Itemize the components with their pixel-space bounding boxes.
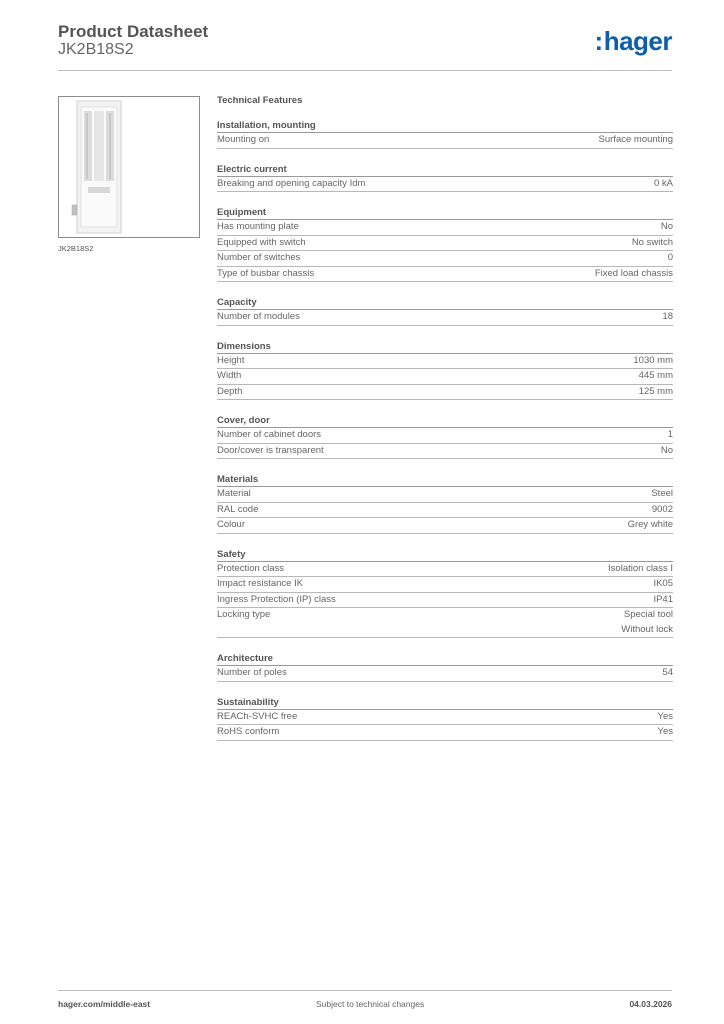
enclosure-illustration	[59, 97, 199, 237]
feature-label: Equipped with switch	[217, 236, 306, 248]
feature-row	[217, 666, 673, 682]
feature-row	[217, 608, 673, 638]
feature-label: Mounting on	[217, 134, 270, 145]
feature-section	[217, 651, 673, 682]
feature-row	[217, 354, 673, 370]
feature-section	[217, 695, 673, 741]
logo-text: hager	[603, 26, 672, 56]
feature-row	[217, 725, 673, 741]
feature-value	[653, 577, 673, 592]
feature-row	[217, 710, 673, 726]
section-title: Architecture	[217, 651, 673, 666]
feature-value	[599, 133, 673, 148]
feature-value-line: 0	[667, 252, 673, 263]
feature-label: Locking type	[217, 609, 271, 620]
feature-label: Number of modules	[217, 311, 300, 322]
feature-row	[217, 236, 673, 252]
section-title: Equipment	[217, 205, 673, 220]
feature-section	[217, 295, 673, 326]
feature-value	[658, 710, 674, 725]
feature-value	[621, 608, 673, 637]
feature-value-line: Yes	[657, 710, 673, 722]
section-title: Safety	[217, 547, 673, 562]
feature-value-line: 125 mm	[638, 385, 673, 397]
feature-value	[668, 251, 673, 266]
feature-section	[217, 339, 673, 401]
feature-label: Material	[217, 488, 251, 499]
feature-value	[661, 444, 673, 459]
feature-section	[217, 205, 673, 282]
feature-value	[658, 725, 674, 740]
feature-value	[661, 220, 673, 235]
page-header	[58, 20, 672, 71]
feature-value	[652, 503, 673, 518]
feature-value	[654, 177, 673, 192]
feature-section	[217, 472, 673, 534]
technical-features	[217, 93, 673, 741]
section-title: Cover, door	[217, 413, 673, 428]
section-title: Materials	[217, 472, 673, 487]
feature-row	[217, 428, 673, 444]
feature-value	[662, 310, 673, 325]
section-title: Electric current	[217, 162, 673, 177]
feature-section	[217, 413, 673, 459]
product-image	[58, 96, 200, 238]
feature-section	[217, 547, 673, 639]
feature-label: Height	[217, 354, 245, 366]
feature-row	[217, 133, 673, 149]
feature-row	[217, 562, 673, 578]
feature-value-line: 18	[662, 311, 673, 322]
feature-row	[217, 177, 673, 193]
product-code: JK2B18S2	[58, 41, 134, 58]
feature-label: RAL code	[217, 503, 259, 515]
feature-value	[653, 593, 673, 608]
feature-row	[217, 593, 673, 609]
feature-label: Number of cabinet doors	[217, 429, 322, 440]
feature-value	[639, 385, 673, 400]
feature-section	[217, 162, 673, 193]
feature-row	[217, 503, 673, 519]
feature-value	[633, 354, 673, 369]
feature-label: Number of switches	[217, 252, 301, 263]
section-title: Installation, mounting	[217, 118, 673, 133]
hager-logo: :hager	[594, 26, 672, 56]
feature-value	[608, 562, 673, 577]
feature-label: Type of busbar chassis	[217, 267, 315, 279]
feature-value-line: 0 kA	[653, 177, 673, 189]
feature-value-line: Special tool	[623, 609, 673, 620]
feature-value	[662, 666, 673, 681]
feature-label: Door/cover is transparent	[217, 444, 324, 456]
feature-row	[217, 577, 673, 593]
feature-row	[217, 385, 673, 401]
feature-value-line: Surface mounting	[598, 134, 673, 145]
feature-value-line: Without lock	[621, 623, 673, 635]
feature-value-line: Grey white	[627, 519, 673, 530]
feature-value-line: Yes	[657, 726, 673, 737]
feature-value-line: No switch	[631, 236, 673, 248]
feature-row	[217, 487, 673, 503]
feature-value-line: 1	[667, 429, 673, 440]
feature-label: Protection class	[217, 562, 285, 574]
feature-label: Number of poles	[217, 667, 287, 678]
image-caption: JK2B18S2	[58, 244, 94, 253]
feature-label: Breaking and opening capacity Idm	[217, 177, 366, 189]
section-title: Dimensions	[217, 339, 673, 354]
feature-value	[639, 369, 673, 384]
feature-label: Ingress Protection (IP) class	[217, 593, 336, 605]
feature-label: Depth	[217, 385, 243, 397]
feature-value-line: Isolation class I	[608, 562, 673, 574]
feature-label: REACh-SVHC free	[217, 710, 298, 722]
feature-value-line: IP41	[653, 593, 673, 605]
feature-row	[217, 369, 673, 385]
feature-value	[651, 487, 673, 502]
feature-sections	[217, 118, 673, 741]
features-title: Technical Features	[217, 95, 303, 106]
page-footer	[58, 990, 672, 1015]
feature-value-line: IK05	[653, 578, 673, 589]
section-title: Capacity	[217, 295, 673, 310]
feature-value	[595, 267, 673, 282]
feature-value-line: No	[660, 444, 673, 456]
feature-value-line: 1030 mm	[633, 354, 673, 366]
feature-label: RoHS conform	[217, 726, 280, 737]
footer-website: hager.com/middle-east	[58, 999, 151, 1009]
feature-row	[217, 518, 673, 534]
footer-date: 04.03.2026	[629, 999, 672, 1009]
section-title: Sustainability	[217, 695, 673, 710]
feature-label: Colour	[217, 519, 245, 530]
feature-value-line: 9002	[651, 503, 673, 515]
feature-value-line: 445 mm	[638, 370, 673, 381]
feature-label: Has mounting plate	[217, 221, 299, 232]
feature-value	[632, 236, 673, 251]
footer-notice: Subject to technical changes	[316, 999, 425, 1009]
feature-row	[217, 220, 673, 236]
document-title: Product Datasheet	[58, 22, 209, 41]
feature-value-line: Steel	[651, 488, 673, 499]
feature-row	[217, 267, 673, 283]
feature-row	[217, 444, 673, 460]
feature-value-line: Fixed load chassis	[594, 267, 673, 279]
feature-value-line: No	[660, 221, 673, 232]
feature-value-line: 54	[662, 667, 673, 678]
feature-value	[628, 518, 673, 533]
feature-label: Width	[217, 370, 242, 381]
feature-label: Impact resistance IK	[217, 578, 304, 589]
feature-section	[217, 118, 673, 149]
feature-value	[668, 428, 673, 443]
feature-row	[217, 251, 673, 267]
feature-row	[217, 310, 673, 326]
